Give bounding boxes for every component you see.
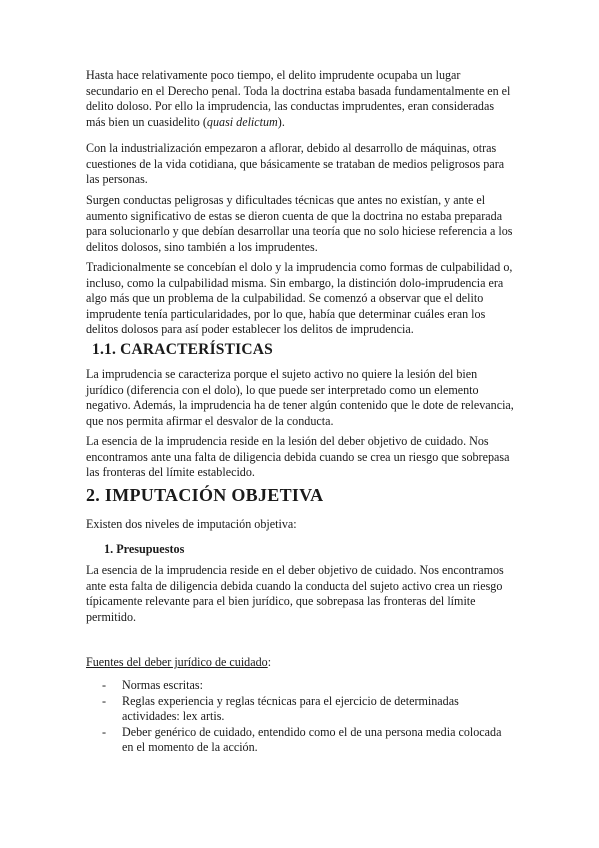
list-item — [86, 725, 516, 756]
fuentes-list — [86, 678, 516, 756]
latin-term: quasi delictum — [206, 114, 278, 129]
paragraph-intro — [86, 68, 516, 130]
text-run: más bien un cuasidelito ( — [86, 114, 207, 129]
text-line: ante esta falta de diligencia debida cuando la conducta del sujeto activo crea un riesgo — [86, 578, 503, 593]
dash-bullet: - — [102, 678, 107, 692]
text-line: incluso, como la culpabilidad misma. Sin embargo, la distinción dolo-imprudencia era — [86, 275, 504, 290]
text-line: delitos dolosos, sino también a los imprudentes. — [86, 239, 318, 254]
heading-presupuestos: 1. Presupuestos — [104, 542, 185, 556]
text-line: La esencia de la imprudencia reside en el deber objetivo de cuidado. Nos encontramos — [86, 563, 504, 577]
fuentes-label: Fuentes del deber jurídico de cuidado — [86, 655, 268, 669]
text-line: algo más que un problema de la culpabilidad. Se comenzó a observar que el delito — [86, 291, 484, 306]
heading-imputacion-objetiva: 2. IMPUTACIÓN OBJETIVA — [86, 485, 324, 505]
text-line: Surgen conductas peligrosas y dificultades técnicas que antes no existían, y ante el — [86, 193, 486, 207]
text-line: en el momento de la acción. — [122, 740, 258, 755]
paragraph-tradicionalmente — [86, 260, 516, 338]
dash-bullet: - — [102, 693, 107, 708]
paragraph-esencia-lesion — [86, 434, 516, 481]
text-line: las fronteras del límite establecido. — [86, 465, 255, 480]
text-line: delitos dolosos para así poder establecer los delitos de imprudencia. — [86, 322, 414, 337]
text-line: jurídico (diferencia con el dolo), lo que puede ser interpretado como un elemento — [86, 382, 479, 397]
text-line: delito doloso. Por ello la imprudencia, las conductas imprudentes, eran consideradas — [86, 99, 495, 114]
text-line: La esencia de la imprudencia reside en la lesión del deber objetivo de cuidado. Nos — [86, 434, 489, 448]
text-line — [86, 115, 516, 131]
text-run: ). — [277, 114, 285, 129]
fuentes-heading — [86, 655, 516, 671]
text-line: Hasta hace relativamente poco tiempo, el delito imprudente ocupaba un lugar — [86, 68, 461, 82]
text-line: Tradicionalmente se concebían el dolo y la imprudencia como formas de culpabilidad o, — [86, 260, 513, 274]
list-item — [86, 694, 516, 725]
text-line: típicamente relevante para el bien jurídico, que sobrepasa las fronteras del límite — [86, 594, 476, 609]
fuentes-colon: : — [267, 655, 272, 669]
text-line: cuestiones de la vida cotidiana, que básicamente se trataban de medios peligrosos para — [86, 156, 505, 171]
text-line: permitido. — [86, 609, 137, 624]
dash-bullet: - — [102, 724, 107, 739]
paragraph-esencia-deber — [86, 563, 516, 625]
paragraph-niveles: Existen dos niveles de imputación objetiva: — [86, 517, 297, 531]
paragraph-industrializacion — [86, 141, 516, 188]
text-line: Deber genérico de cuidado, entendido como el de una persona media colocada — [122, 724, 502, 739]
paragraph-caracteriza — [86, 367, 516, 429]
paragraph-conductas-peligrosas — [86, 193, 516, 255]
text-line: La imprudencia se caracteriza porque el sujeto activo no quiere la lesión del bien — [86, 367, 478, 381]
text-line: aumento significativo de estas se dieron cuenta de que la doctrina no estaba preparada — [86, 208, 503, 223]
text-line: las personas. — [86, 172, 148, 187]
text-line: negativo. Además, la imprudencia ha de tener algún contenido que le dote de relevancia, — [86, 398, 514, 413]
heading-caracteristicas: 1.1. CARACTERÍSTICAS — [92, 341, 273, 358]
text-line: que nos permita afirmar el desvalor de la conducta. — [86, 413, 334, 428]
text-line: actividades: lex artis. — [122, 709, 225, 724]
text-line: Con la industrialización empezaron a aflorar, debido al desarrollo de máquinas, otras — [86, 141, 497, 155]
text-line: secundario en el Derecho penal. Toda la doctrina estaba basada fundamentalmente en el — [86, 83, 511, 98]
text-line: imprudente tenía particularidades, por lo que, había que determinar cuáles eran los — [86, 306, 486, 321]
text-line: Normas escritas: — [122, 678, 203, 692]
text-line: Reglas experiencia y reglas técnicas para el ejercicio de determinadas — [122, 693, 459, 708]
text-line: encontramos ante una falta de diligencia debida cuando se crea un riesgo que sobrepasa — [86, 449, 510, 464]
text-line: para solucionarlo y que debían desarrollar una teoría que no solo hiciese referencia a los — [86, 224, 513, 239]
list-item — [86, 678, 516, 694]
